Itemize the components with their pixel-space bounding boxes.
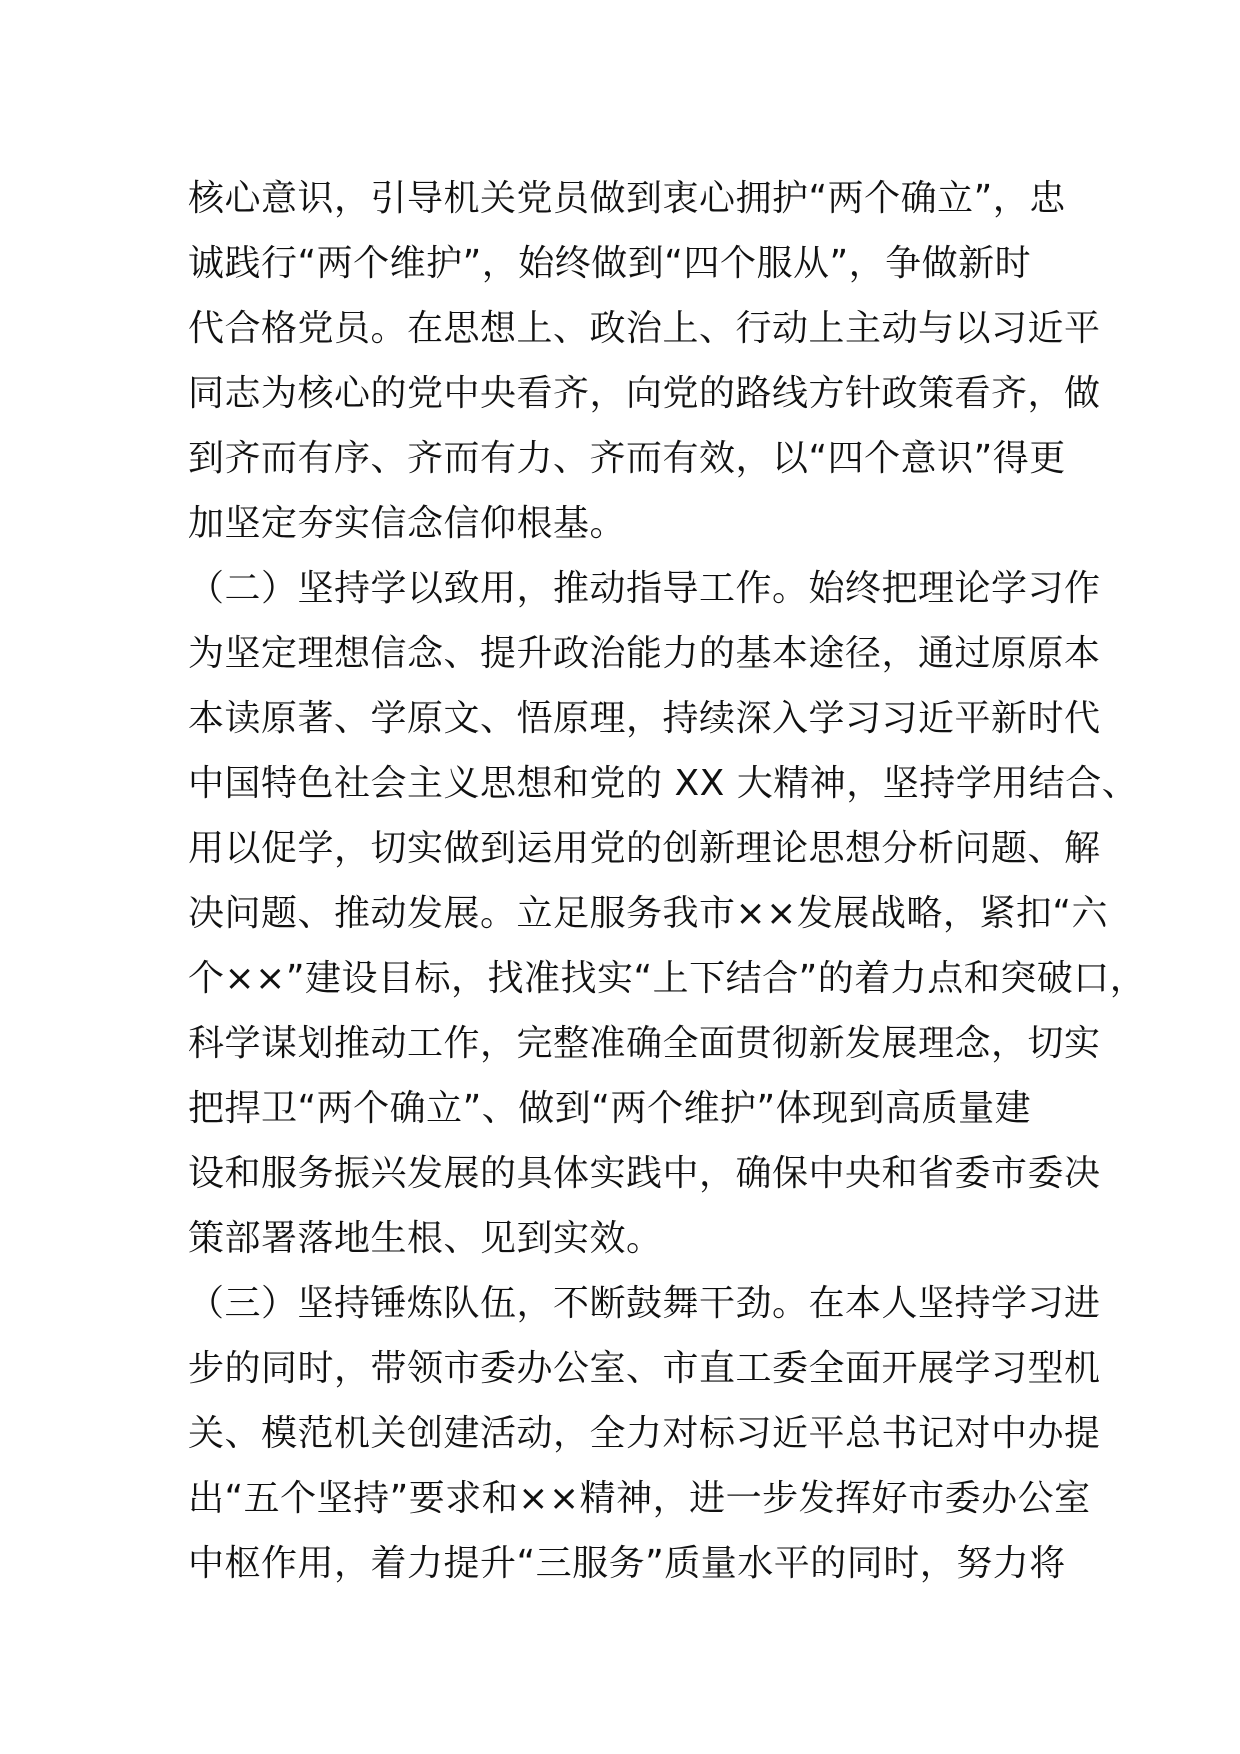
- text-line: 诚践行“两个维护”，始终做到“四个服从”，争做新时: [188, 243, 1032, 284]
- text-line: 代合格党员。在思想上、政治上、行动上主动与以习近平: [188, 308, 1101, 349]
- text-line: 决问题、推动发展。立足服务我市××发展战略，紧扣“六: [188, 893, 1108, 934]
- text-line: 用以促学，切实做到运用党的创新理论思想分析问题、解: [188, 828, 1101, 869]
- text-line: 核心意识，引导机关党员做到衷心拥护“两个确立”，忠: [188, 178, 1066, 219]
- text-line: 科学谋划推动工作，完整准确全面贯彻新发展理念，切实: [188, 1023, 1101, 1064]
- text-line: 个××”建设目标，找准找实“上下结合”的着力点和突破口，: [188, 958, 1147, 999]
- text-line: 设和服务振兴发展的具体实践中，确保中央和省委市委决: [188, 1153, 1101, 1194]
- body-text: [188, 166, 1147, 1596]
- text-line: 加坚定夯实信念信仰根基。: [188, 503, 627, 544]
- text-line: 中国特色社会主义思想和党的 XX 大精神，坚持学用结合、: [188, 763, 1139, 804]
- text-line: 同志为核心的党中央看齐，向党的路线方针政策看齐，做: [188, 373, 1101, 414]
- text-line: 本读原著、学原文、悟原理，持续深入学习习近平新时代: [188, 698, 1101, 739]
- section-heading-line: （二）坚持学以致用，推动指导工作。始终把理论学习作: [188, 568, 1101, 609]
- text-line: 关、模范机关创建活动，全力对标习近平总书记对中办提: [188, 1413, 1101, 1454]
- text-line: 策部署落地生根、见到实效。: [188, 1218, 663, 1259]
- text-line: 出“五个坚持”要求和××精神，进一步发挥好市委办公室: [188, 1478, 1091, 1519]
- text-line: 为坚定理想信念、提升政治能力的基本途径，通过原原本: [188, 633, 1101, 674]
- text-line: 把捍卫“两个确立”、做到“两个维护”体现到高质量建: [188, 1088, 1032, 1129]
- text-line: 步的同时，带领市委办公室、市直工委全面开展学习型机: [188, 1348, 1101, 1389]
- text-line: 到齐而有序、齐而有力、齐而有效，以“四个意识”得更: [188, 438, 1066, 479]
- section-heading-line: （三）坚持锤炼队伍，不断鼓舞干劲。在本人坚持学习进: [188, 1283, 1101, 1324]
- text-line: 中枢作用，着力提升“三服务”质量水平的同时，努力将: [188, 1543, 1066, 1584]
